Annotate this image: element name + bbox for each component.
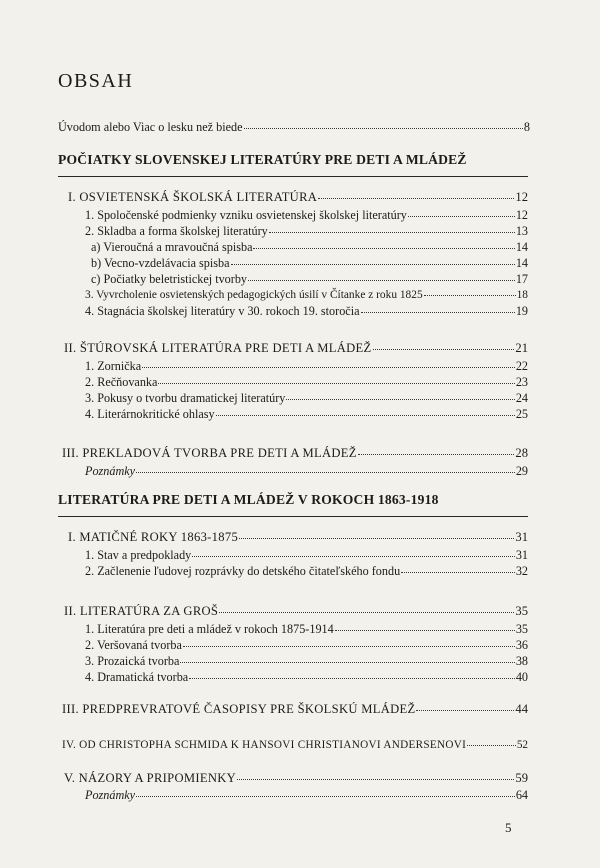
- toc-entry-label: 4. Dramatická tvorba: [85, 670, 189, 684]
- toc-page-number: 12: [515, 208, 528, 222]
- toc-entry[interactable]: [85, 548, 528, 562]
- toc-page-number: 14: [515, 240, 528, 254]
- toc-page-number: 36: [515, 638, 528, 652]
- toc-section-label: I. OSVIETENSKÁ ŠKOLSKÁ LITERATÚRA: [68, 190, 318, 204]
- toc-page-number: 13: [515, 224, 528, 238]
- toc-entry[interactable]: [91, 256, 528, 270]
- toc-section-label: V. NÁZORY A PRIPOMIENKY: [64, 771, 237, 785]
- toc-section-label: II. ŠTÚROVSKÁ LITERATÚRA PRE DETI A MLÁDEŽ: [64, 341, 372, 355]
- toc-page-number: 44: [515, 702, 528, 716]
- toc-entry[interactable]: [85, 375, 528, 389]
- dot-leader: [361, 311, 515, 313]
- toc-page-number: 40: [515, 670, 528, 684]
- toc-entry[interactable]: [85, 391, 528, 405]
- toc-entry-label: 2. Rečňovanka: [85, 375, 158, 389]
- toc-entry-label: 1. Spoločenské podmienky vzniku osvietenskej školskej literatúry: [85, 208, 407, 222]
- part-divider: [58, 176, 528, 177]
- toc-entry[interactable]: [85, 564, 528, 578]
- toc-entry-label: 2. Skladba a forma školskej literatúry: [85, 224, 268, 238]
- toc-page-number: 31: [515, 548, 528, 562]
- toc-entry-label: 2. Veršovaná tvorba: [85, 638, 182, 652]
- toc-entry-label: 4. Stagnácia školskej literatúry v 30. rokoch 19. storočia: [85, 304, 360, 318]
- dot-leader: [183, 645, 515, 647]
- toc-section-2-4[interactable]: [62, 738, 528, 752]
- toc-entry-intro[interactable]: [58, 120, 530, 134]
- toc-page-number: 18: [516, 289, 528, 301]
- dot-leader: [158, 382, 514, 384]
- dot-leader: [189, 677, 515, 679]
- toc-entry[interactable]: [85, 622, 528, 636]
- toc-entry-label: 3. Pokusy o tvorbu dramatickej literatúry: [85, 391, 286, 405]
- toc-section-2-3[interactable]: [62, 702, 528, 716]
- toc-page-number: 28: [515, 446, 528, 460]
- toc-section-label: IV. OD CHRISTOPHA SCHMIDA K HANSOVI CHRISTIANOVI ANDERSENOVI: [62, 739, 467, 751]
- toc-entry[interactable]: [91, 240, 528, 254]
- toc-entry-label: 4. Literárnokritické ohlasy: [85, 407, 215, 421]
- toc-entry-notes[interactable]: [85, 788, 528, 802]
- toc-page-number: 52: [516, 739, 528, 751]
- dot-leader: [269, 231, 515, 233]
- toc-page-number: 23: [515, 375, 528, 389]
- page-title: OBSAH: [58, 70, 134, 92]
- toc-section-label: III. PREDPREVRATOVÉ ČASOPISY PRE ŠKOLSKÚ MLÁDEŽ: [62, 702, 416, 716]
- toc-entry-label: Úvodom alebo Viac o lesku než biede: [58, 120, 243, 134]
- dot-leader: [286, 398, 514, 400]
- dot-leader: [335, 629, 515, 631]
- toc-page-number: 29: [515, 464, 528, 478]
- dot-leader: [253, 247, 514, 249]
- toc-entry-label: 3. Prozaická tvorba: [85, 654, 180, 668]
- toc-entry-label: 1. Literatúra pre deti a mládež v rokoch 1875-1914: [85, 622, 334, 636]
- dot-leader: [216, 414, 515, 416]
- toc-entry-label: c) Počiatky beletristickej tvorby: [91, 272, 248, 286]
- dot-leader: [408, 215, 515, 217]
- toc-entry[interactable]: [85, 304, 528, 318]
- dot-leader: [467, 744, 516, 746]
- dot-leader: [244, 127, 523, 129]
- dot-leader: [373, 348, 515, 350]
- dot-leader: [416, 709, 514, 711]
- dot-leader: [136, 795, 515, 797]
- toc-section-label: II. LITERATÚRA ZA GROŠ: [64, 604, 219, 618]
- dot-leader: [136, 471, 515, 473]
- toc-page-number: 25: [515, 407, 528, 421]
- toc-page-number: 64: [515, 788, 528, 802]
- toc-section-1-2[interactable]: [64, 341, 528, 355]
- toc-section-label: I. MATIČNÉ ROKY 1863-1875: [68, 530, 239, 544]
- part-divider: [58, 516, 528, 517]
- page-number: 5: [505, 820, 512, 835]
- toc-page-number: 31: [515, 530, 528, 544]
- dot-leader: [248, 279, 515, 281]
- toc-entry-label: a) Vieroučná a mravoučná spisba: [91, 240, 253, 254]
- toc-page-number: 38: [515, 654, 528, 668]
- toc-page-number: 12: [515, 190, 528, 204]
- toc-entry[interactable]: [85, 208, 528, 222]
- toc-section-label: III. PREKLADOVÁ TVORBA PRE DETI A MLÁDEŽ: [62, 446, 357, 460]
- toc-page-number: 19: [515, 304, 528, 318]
- toc-page-number: 8: [523, 120, 530, 134]
- toc-page-number: 21: [515, 341, 528, 355]
- toc-section-2-1[interactable]: [68, 530, 528, 544]
- toc-page-number: 22: [515, 359, 528, 373]
- toc-entry-label: Poznámky: [85, 788, 136, 802]
- toc-entry[interactable]: [85, 359, 528, 373]
- toc-page-number: 24: [515, 391, 528, 405]
- dot-leader: [192, 555, 515, 557]
- toc-page-number: 17: [515, 272, 528, 286]
- dot-leader: [142, 366, 515, 368]
- toc-section-2-5[interactable]: [64, 771, 528, 785]
- toc-section-1-3[interactable]: [62, 446, 528, 460]
- toc-entry[interactable]: [85, 638, 528, 652]
- toc-entry-label: 1. Zornička: [85, 359, 142, 373]
- toc-entry-notes[interactable]: [85, 464, 528, 478]
- dot-leader: [424, 294, 516, 296]
- toc-page-number: 35: [515, 622, 528, 636]
- toc-entry[interactable]: [85, 407, 528, 421]
- toc-page-number: 32: [515, 564, 528, 578]
- toc-entry[interactable]: [91, 272, 528, 286]
- toc-entry-label: 3. Vyvrcholenie osvietenských pedagogických úsilí v Čítanke z roku 1825: [85, 289, 423, 301]
- dot-leader: [237, 778, 514, 780]
- dot-leader: [358, 453, 515, 455]
- part-heading-1: POČIATKY SLOVENSKEJ LITERATÚRY PRE DETI A MLÁDEŽ: [58, 152, 467, 167]
- toc-entry[interactable]: [85, 670, 528, 684]
- dot-leader: [180, 661, 514, 663]
- toc-entry-label: Poznámky: [85, 464, 136, 478]
- dot-leader: [401, 571, 515, 573]
- toc-entry-label: 2. Začlenenie ľudovej rozprávky do detského čitateľského fondu: [85, 564, 401, 578]
- toc-section-1-1[interactable]: [68, 190, 528, 204]
- toc-section-2-2[interactable]: [64, 604, 528, 618]
- dot-leader: [231, 263, 515, 265]
- toc-page-number: 35: [515, 604, 528, 618]
- part-heading-2: LITERATÚRA PRE DETI A MLÁDEŽ V ROKOCH 1863-1918: [58, 492, 439, 507]
- toc-entry[interactable]: [85, 224, 528, 238]
- dot-leader: [318, 197, 514, 199]
- toc-page-number: 14: [515, 256, 528, 270]
- toc-entry-label: b) Vecno-vzdelávacia spisba: [91, 256, 230, 270]
- toc-entry[interactable]: [85, 654, 528, 668]
- toc-entry-label: 1. Stav a predpoklady: [85, 548, 192, 562]
- toc-page-number: 59: [515, 771, 528, 785]
- dot-leader: [239, 537, 514, 539]
- dot-leader: [219, 611, 514, 613]
- toc-entry[interactable]: [85, 288, 528, 302]
